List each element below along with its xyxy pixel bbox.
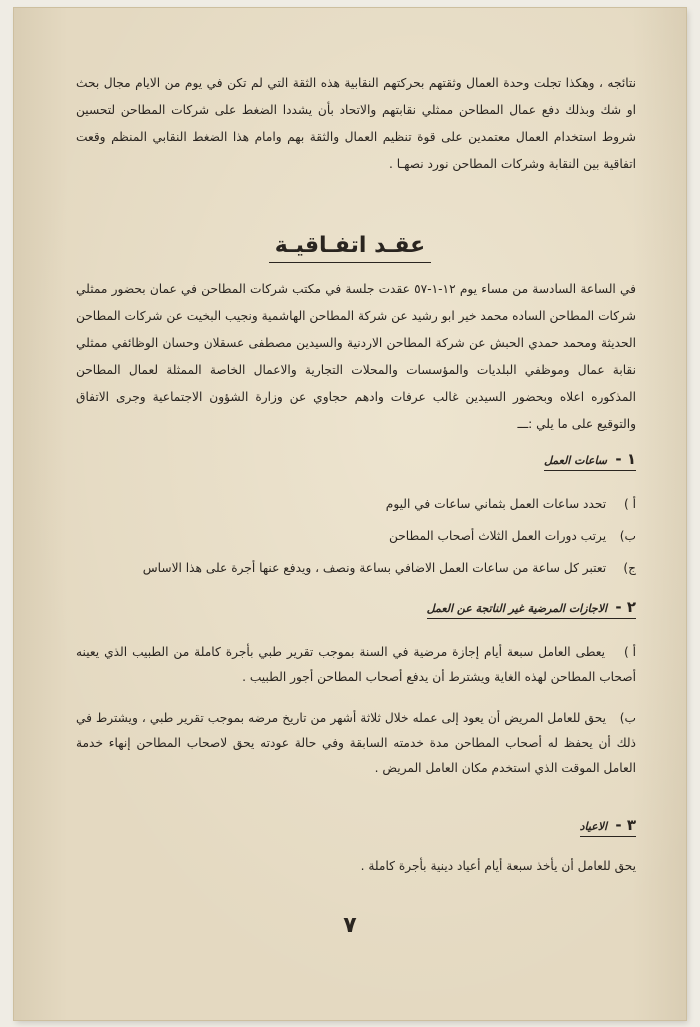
preamble-paragraph: في الساعة السادسة من مساء يوم ١٢-١-٥٧ عقدت جلسة في مكتب شركات المطاحن في عمان بحضور ممثلي شركات المطاحن الساده محمد خير ابو رشيد عن شركة المطاحن الهاشمية ونجيب البخيت عن شركات المطاحن الحديثة ومحمد حمدي الحبش عن شركة المطاحن الاردنية والسيدين مصطفى عسقلان وحسان الوظائفي ممثلي نقابة عمال وموظفي البلديات والمؤسسات والمحلات التجارية والاعمال الخاصة الممثلة لعمال المطاحن المذكوره اعلاه وبحضور السيدين غالب عرفات وادهم حجاوي عن وزارة الشؤون الاجتماعية وجرى الاتفاق والتوقيع على ما يلي :ـــ	[76, 282, 636, 431]
item-text: يعطى العامل سبعة أيام إجازة مرضية في السنة بموجب تقرير طبي بأجرة كاملة من الطبيب الذي يعينه أصحاب المطاحن لهذه الغاية ويشترط أن يدفع أصحاب المطاحن أجور الطبيب .	[76, 645, 636, 684]
item-marker: ج)	[623, 561, 636, 575]
section-3-heading	[580, 816, 636, 837]
section-2-heading	[427, 598, 636, 619]
section-3-label: الاعياد	[579, 820, 608, 833]
item-marker: ب)	[619, 529, 636, 543]
section-1-number: ١ -	[615, 450, 636, 468]
section-1-item-b	[76, 524, 636, 549]
section-2-number: ٢ -	[615, 598, 636, 616]
section-1-item-c	[76, 556, 636, 581]
item-marker: أ )	[623, 497, 636, 511]
section-2-item-a	[76, 640, 636, 690]
intro-paragraph: نتائجه ، وهكذا تجلت وحدة العمال وثقتهم بحركتهم النقابية هذه الثقة التي لم تكن في يوم من الايام مجال بحث او شك وبذلك دفع عمال المطاحن ممثلي نقابتهم والاتحاد بأن يشددا الضغط على شركات المطاحن لتحسين شروط استخدام العمال معتمدين على قوة تنظيم العمال والثقة بهم وامام هذا الضغط النقابي المنظم وقعت اتفاقية بين النقابة وشركات المطاحن نورد نصهـا .	[76, 76, 636, 171]
item-marker: أ )	[623, 645, 636, 659]
page-number: ٧	[343, 913, 357, 938]
item-text: يرتب دورات العمل الثلاث أصحاب المطاحن	[388, 529, 607, 543]
item-text: تحدد ساعات العمل بثماني ساعات في اليوم	[385, 497, 607, 511]
item-text: يحق للعامل أن يأخذ سبعة أيام أعياد دينية بأجرة كاملة .	[360, 859, 636, 873]
agreement-title: عقـد اتفـاقيـة	[269, 233, 431, 263]
section-1-item-a	[76, 492, 636, 517]
item-text: تعتبر كل ساعة من ساعات العمل الاضافي بساعة ونصف ، ويدفع عنها أجرة على هذا الاساس	[142, 561, 607, 575]
section-2-label: الاجازات المرضية غير الناتجة عن العمل	[426, 602, 608, 615]
title-container	[14, 233, 686, 263]
item-text: يحق للعامل المريض أن يعود إلى عمله خلال ثلاثة أشهر من تاريخ مرضه بموجب تقرير طبي ، ويشترط في ذلك أن يحفظ له أصحاب المطاحن مدة خدمته السابقة وفي حالة عودته يحق لاصحاب المطاحن إنهاء خدمة العامل الموقت الذي استخدم مكان العامل المريض .	[76, 711, 636, 775]
section-3-number: ٣ -	[615, 816, 636, 834]
section-1-label: ساعات العمل	[543, 454, 608, 467]
section-2-item-b	[76, 706, 636, 781]
document-page	[14, 8, 686, 1020]
item-marker: ب)	[619, 711, 637, 725]
section-3-item	[76, 854, 636, 879]
section-1-heading	[544, 450, 636, 471]
